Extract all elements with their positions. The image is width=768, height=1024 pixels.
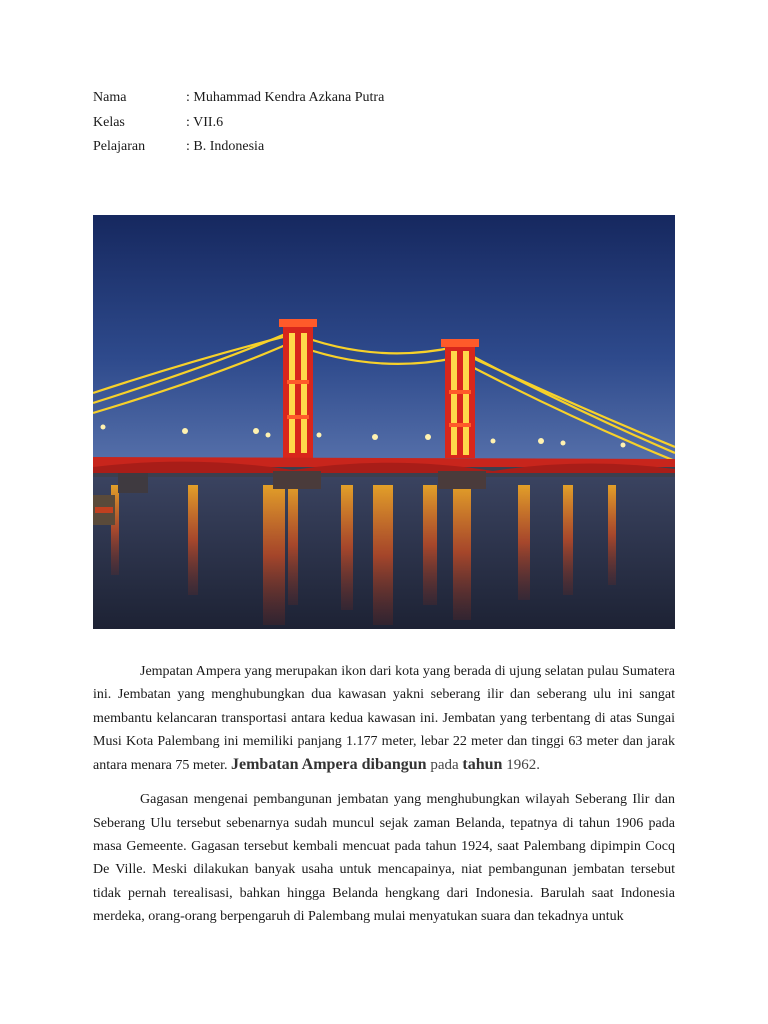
paragraph-2: Gagasan mengenai pembangunan jembatan yang menghubungkan wilayah Seberang Ilir dan Seberang Ulu tersebut sebenarnya sudah muncul sejak zaman Belanda, tepatnya di tahun 1906 pada masa Gemeente. Gagasan tersebut kembali mencuat pada tahun 1924, saat Palembang dipimpin Cocq De Ville. Meski dilakukan banyak usaha untuk mencapainya, niat pembangunan jembatan tersebut tidak pernah terealisasi, bahkan hingga Belanda hengkang dari Indonesia. Barulah saat Indonesia merdeka, orang-orang berpengaruh di Palembang mulai menyatukan suara dan tekadnya untuk [93, 792, 675, 924]
info-value: : B. Indonesia [186, 139, 265, 154]
ampera-bridge-photo [93, 215, 675, 629]
student-info [93, 86, 675, 160]
article-body [93, 660, 675, 939]
paragraph-1-bold-1: Jembatan Ampera dibangun [230, 756, 427, 774]
info-value: : VII.6 [186, 114, 224, 130]
info-row-kelas [93, 111, 675, 136]
info-row-nama [93, 86, 675, 111]
info-label: Kelas [93, 114, 125, 130]
paragraph-1-bold-2: tahun [462, 756, 503, 774]
info-label: Pelajaran [93, 139, 146, 154]
info-row-pelajaran [93, 135, 675, 160]
info-value: : Muhammad Kendra Azkana Putra [186, 90, 385, 105]
paragraph-1 [93, 660, 675, 777]
paragraph-1-text: Jempatan Ampera yang merupakan ikon dari kota yang berada di ujung selatan pulau Sumatera ini. Jembatan yang menghubungkan dua kawasan yakni seberang ilir dan seberang ulu ini sangat membantu kelancaran transportasi antara kedua kawasan ini. Jembatan yang terbentang di atas Sungai Musi Kota Palembang ini memiliki panjang 1.177 meter, lebar 22 meter dan tinggi 63 meter dan jarak antara menara 75 meter. [93, 664, 675, 774]
paragraph-1-gray-1: pada [426, 757, 463, 774]
paragraph-1-gray-2: 1962. [502, 757, 540, 774]
info-label: Nama [93, 90, 127, 105]
